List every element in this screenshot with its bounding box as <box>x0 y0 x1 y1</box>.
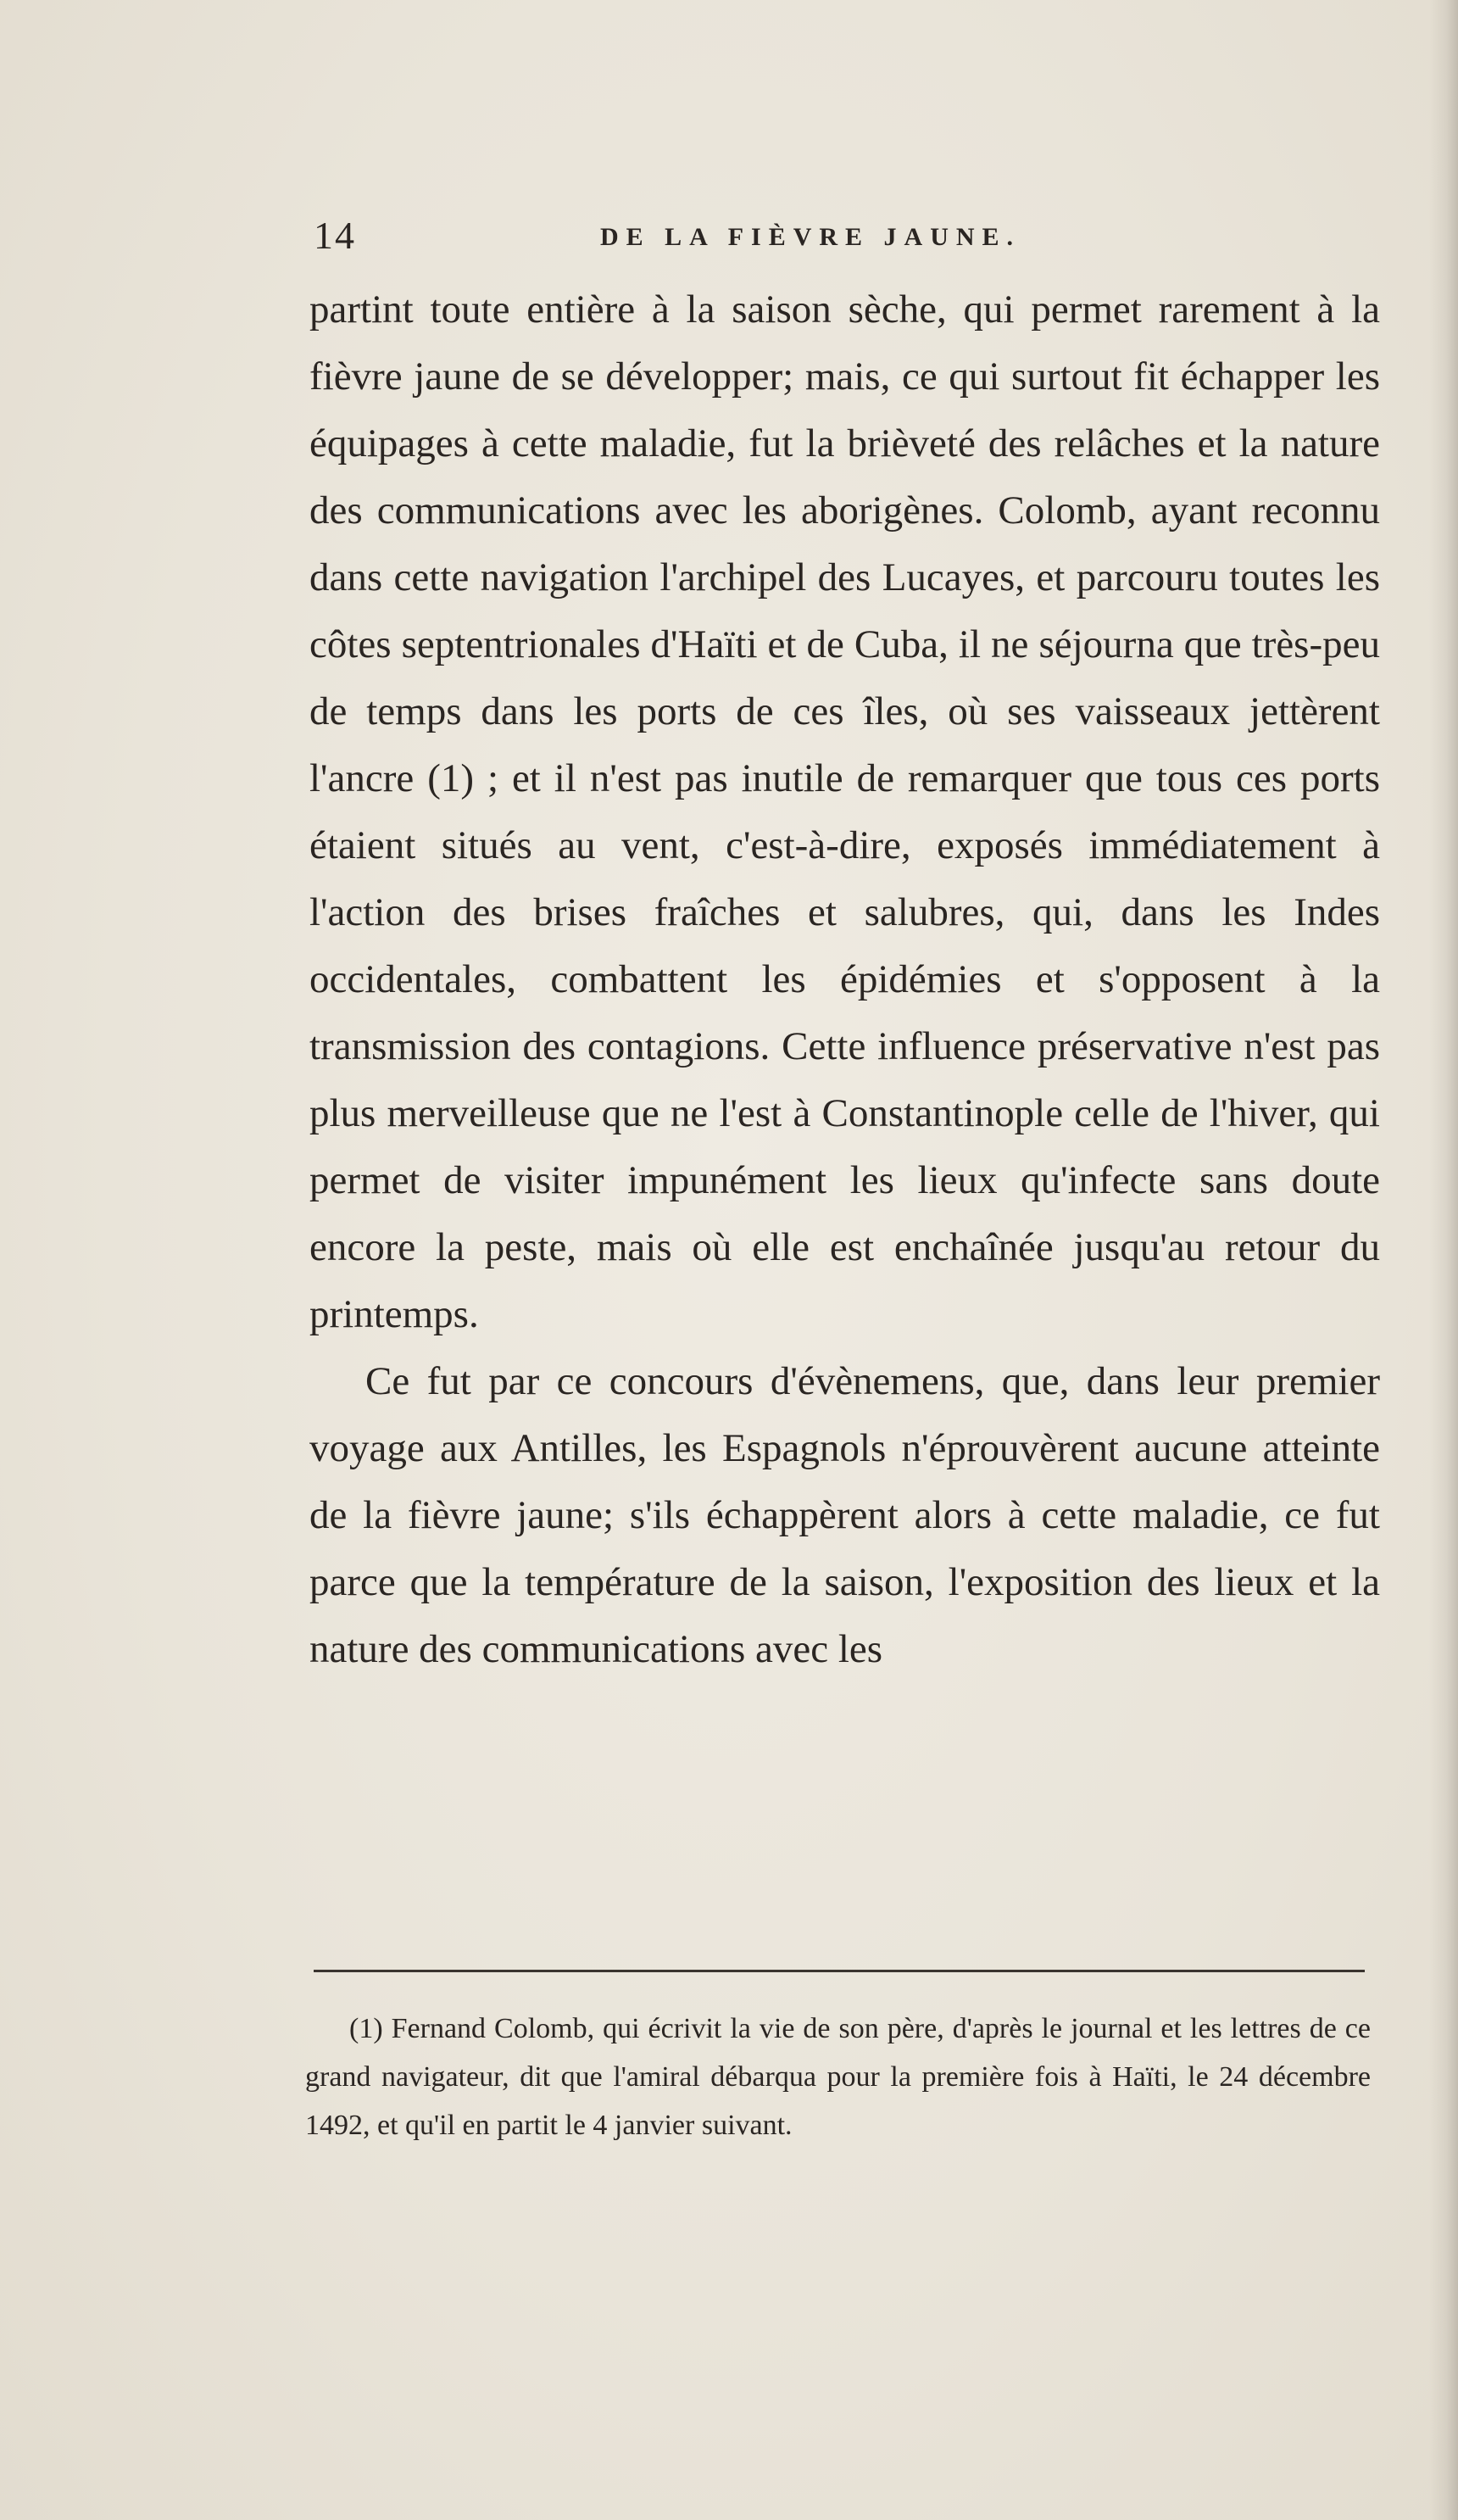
body-paragraph-1: partint toute entière à la saison sèche, qui permet rarement à la fièvre jaune de se développer; mais, ce qui surtout fit échapper les équipages à cette maladie, fut la brièveté des relâches et la nature des communications avec les aborigènes. Colomb, ayant reconnu dans cette navigation l'archipel des Lucayes, et parcouru toutes les côtes septentrionales d'Haïti et de Cuba, il ne séjourna que très-peu de temps dans les ports de ces îles, où ses vaisseaux jettèrent l'ancre (1) ; et il n'est pas inutile de remarquer que tous ces ports étaient situés au vent, c'est-à-dire, exposés immédiatement à l'action des brises fraîches et salubres, qui, dans les Indes occidentales, combattent les épidémies et s'opposent à la transmission des contagions. Cette influence préservative n'est pas plus merveilleuse que ne l'est à Constantinople celle de l'hiver, qui permet de visiter impunément les lieux qu'infecte sans doute encore la peste, mais où elle est enchaînée jusqu'au retour du printemps. <box>309 287 1380 1336</box>
footnote-text: (1) Fernand Colomb, qui écrivit la vie de son père, d'après le journal et les lettres de ce grand navigateur, dit que l'amiral débarqua pour la première fois à Haïti, le 24 décembre 1492, et qu'il en partit le 4 janvier suivant. <box>305 2013 1371 2141</box>
running-title: DE LA FIÈVRE JAUNE. <box>600 223 1021 251</box>
body-text <box>309 276 1380 1683</box>
page-gutter-shadow <box>1429 0 1458 2520</box>
footnote <box>305 2004 1371 2149</box>
page-number: 14 <box>314 214 356 257</box>
body-paragraph-2: Ce fut par ce concours d'évènemens, que, dans leur premier voyage aux Antilles, les Espagnols n'éprouvèrent aucune atteinte de la fièvre jaune; s'ils échappèrent alors à cette maladie, ce fut parce que la température de la saison, l'exposition des lieux et la nature des communications avec les <box>309 1359 1380 1671</box>
footnote-separator-rule <box>314 1970 1365 1972</box>
page-header <box>314 210 1382 261</box>
